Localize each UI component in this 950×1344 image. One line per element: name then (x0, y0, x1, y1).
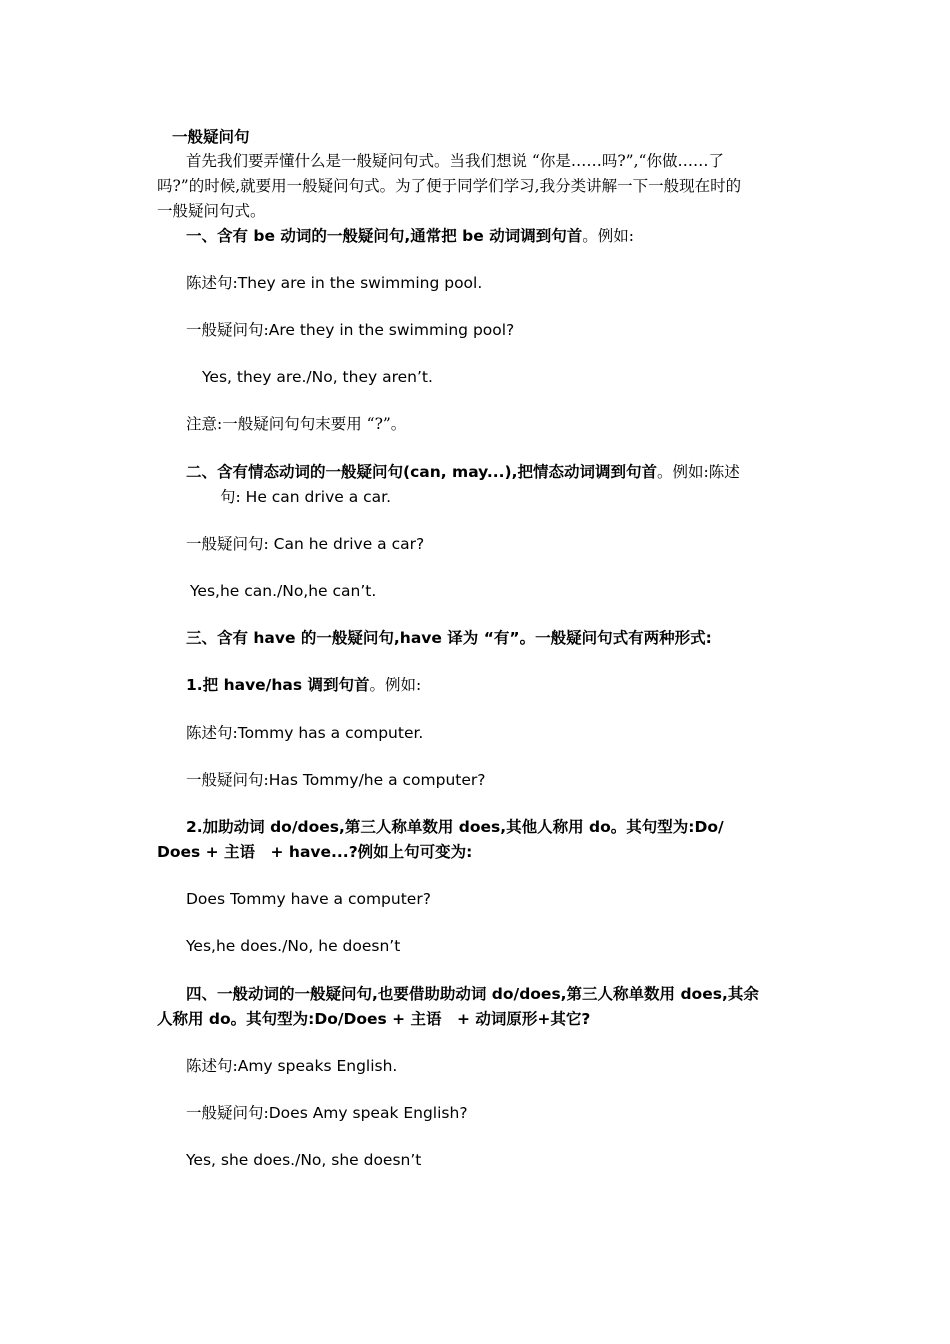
doc-title: 一般疑问句 (172, 128, 250, 146)
question-text: Has Tommy/he a computer? (268, 771, 486, 789)
section-4-question (186, 1102, 468, 1124)
section-1-example (186, 272, 482, 294)
section-3-question (186, 769, 486, 791)
section-1-heading-tail: 。例如: (582, 227, 634, 245)
section-4-line-1: 四、一般动词的一般疑问句,也要借助助动词 do/does,第三人称单数用 does,其余 (186, 985, 759, 1003)
section-1-heading (186, 225, 634, 247)
continuation-text: He can drive a car. (240, 488, 392, 506)
section-3-sub-2-line-2: Does + 主语 + have...?例如上句可变为: (157, 843, 473, 861)
question-label: 一般疑问句: (186, 771, 269, 789)
section-1-question (186, 319, 514, 341)
sub-1-tail: 。例如: (369, 676, 422, 694)
section-4-line-2: 人称用 do。其句型为:Do/Does + 主语 + 动词原形+其它? (157, 1010, 591, 1028)
section-2-question (186, 533, 424, 555)
section-3-heading: 三、含有 have 的一般疑问句,have 译为 “有”。一般疑问句式有两种形式: (186, 629, 712, 647)
example-text: They are in the swimming pool. (237, 274, 483, 292)
section-4-example (186, 1055, 397, 1077)
section-2-heading-text: 二、含有情态动词的一般疑问句(can, may...),把情态动词调到句首 (186, 463, 658, 481)
section-2-answer: Yes,he can./No,he can’t. (190, 582, 377, 600)
question-text: Does Amy speak English? (268, 1104, 468, 1122)
intro-line-2: 吗?”的时候,就要用一般疑问句式。为了便于同学们学习,我分类讲解一下一般现在时的 (157, 177, 742, 195)
question-text: Are they in the swimming pool? (268, 321, 515, 339)
example-label: 陈述句: (186, 1057, 238, 1075)
section-3-question-2: Does Tommy have a computer? (186, 890, 431, 908)
section-2-heading-tail: 。例如:陈述 (657, 463, 740, 481)
example-text: Tommy has a computer. (237, 724, 424, 742)
continuation-label: 句: (220, 488, 241, 506)
section-1-answer: Yes, they are./No, they aren’t. (202, 368, 433, 386)
section-4-answer: Yes, she does./No, she doesn’t (186, 1151, 422, 1169)
intro-line-1: 首先我们要弄懂什么是一般疑问句式。当我们想说 “你是……吗?”,“你做……了 (186, 152, 724, 170)
example-text: Amy speaks English. (237, 1057, 398, 1075)
example-label: 陈述句: (186, 724, 238, 742)
sub-1-text: 1.把 have/has 调到句首 (186, 676, 370, 694)
intro-line-3: 一般疑问句式。 (157, 202, 266, 220)
section-3-sub-2-line-1: 2.加助动词 do/does,第三人称单数用 does,其他人称用 do。其句型为:Do/ (186, 818, 724, 836)
section-3-answer: Yes,he does./No, he doesn’t (186, 937, 401, 955)
question-label: 一般疑问句: (186, 1104, 269, 1122)
example-label: 陈述句: (186, 274, 238, 292)
question-text: Can he drive a car? (268, 535, 425, 553)
section-3-example (186, 722, 423, 744)
question-label: 一般疑问句: (186, 535, 269, 553)
question-label: 一般疑问句: (186, 321, 269, 339)
section-2-heading-continuation (220, 486, 391, 508)
section-2-heading (186, 461, 740, 483)
section-3-sub-1 (186, 674, 421, 696)
section-1-note: 注意:一般疑问句句末要用 “?”。 (186, 415, 407, 433)
section-1-heading-text: 一、含有 be 动词的一般疑问句,通常把 be 动词调到句首 (186, 227, 583, 245)
